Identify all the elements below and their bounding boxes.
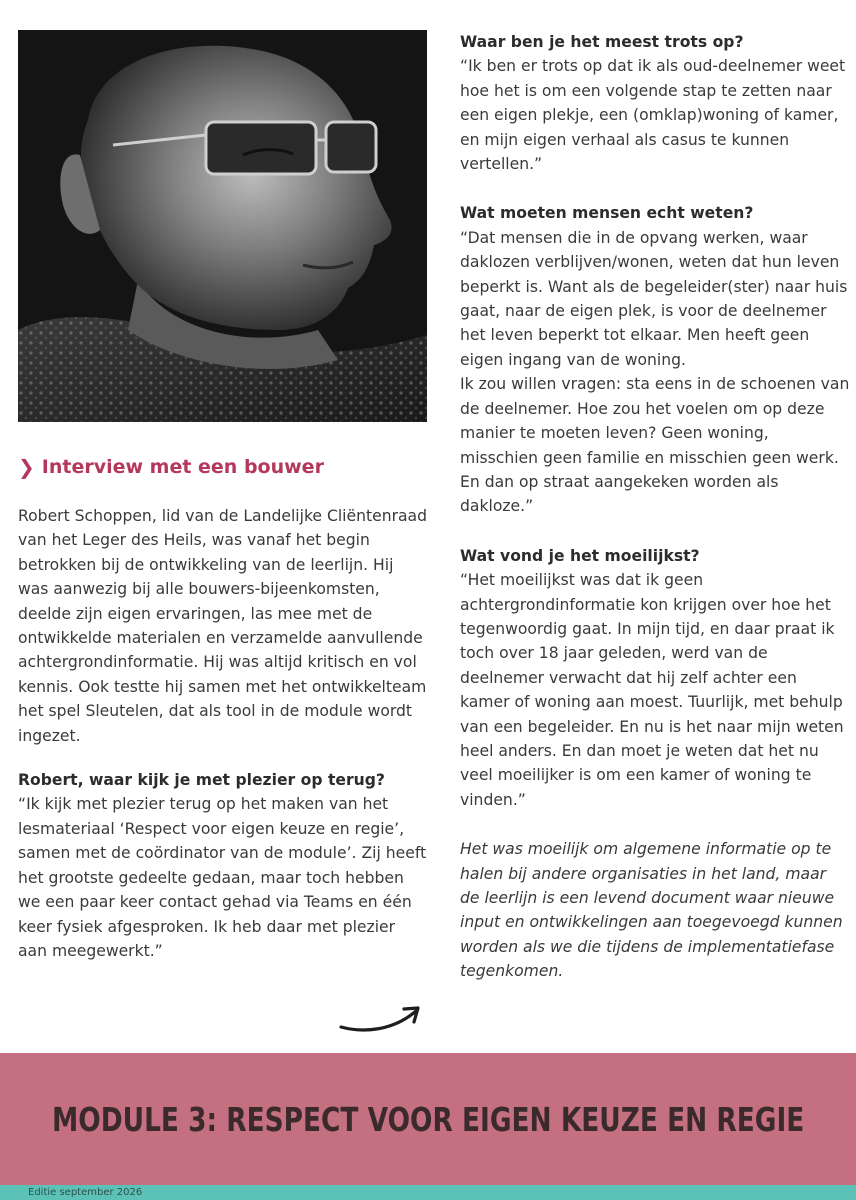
qa-block <box>460 30 850 176</box>
question-heading: Wat moeten mensen echt weten? <box>460 204 754 223</box>
question-heading: Waar ben je het meest trots op? <box>460 33 744 51</box>
curved-arrow-icon <box>338 1000 424 1034</box>
left-column <box>18 452 428 963</box>
module-banner <box>0 1053 856 1185</box>
chevron-right-icon: ❯ <box>18 455 35 479</box>
answer-text: “Dat mensen die in de opvang werken, waar daklozen verblijven/wonen, weten dat hun leven beperkt is. Want als de begeleider(ster) naar huis gaat, naar de eigen plek, is voor de deelnemer het leven beperkt tot elkaar. Men heeft geen eigen ingang van de woning. <box>460 228 848 369</box>
footer-strip <box>0 1185 856 1200</box>
answer-text-continued: Ik zou willen vragen: sta eens in de schoenen van de deelnemer. Hoe zou het voelen om op deze manier te moeten leven? Geen woning, misschien geen familie en misschien geen werk. En dan op straat aangekeken worden als dakloze.” <box>460 375 850 516</box>
qa-block <box>460 544 850 812</box>
question-heading: Robert, waar kijk je met plezier op terug? <box>18 771 385 790</box>
section-heading <box>18 452 428 482</box>
answer-text: “Ik kijk met plezier terug op het maken van het lesmateriaal ‘Respect voor eigen keuze en regie’, samen met de coördinator van de module’. Zij heeft het grootste gedeelte gedaan, maar toch hebben we een paar keer contact gehad via Teams en één keer fysiek afgesproken. Ik heb daar met plezier aan meegewerkt.” <box>18 795 427 960</box>
portrait-illustration <box>18 30 427 422</box>
portrait-photo <box>18 30 427 422</box>
edition-label: Editie september 2026 <box>28 1187 143 1198</box>
answer-text: “Ik ben er trots op dat ik als oud-deelnemer weet hoe het is om een volgende stap te zetten naar een eigen plekje, een (omklap)woning of kamer, en mijn eigen verhaal als casus te kunnen vertellen.” <box>460 57 846 174</box>
qa-block <box>18 768 428 963</box>
banner-title: MODULE 3: RESPECT VOOR EIGEN KEUZE EN REGIE <box>51 1099 805 1139</box>
section-heading-text: Interview met een bouwer <box>41 456 324 478</box>
question-heading: Wat vond je het moeilijkst? <box>460 546 700 565</box>
right-column <box>460 30 850 984</box>
closing-note: Het was moeilijk om algemene informatie op te halen bij andere organisaties in het land, maar de leerlijn is een levend document waar nieuwe input en ontwikkelingen aan toegevoegd kunnen worden als we die tijdens de implementatiefase tegenkomen. <box>460 840 843 981</box>
qa-block <box>460 201 850 518</box>
answer-text: “Het moeilijkst was dat ik geen achtergrondinformatie kon krijgen over hoe het tegenwoordig gaat. In mijn tijd, en daar praat ik toch over 18 jaar geleden, werd van de deelnemer verwacht dat hij zelf achter een kamer of woning aan moest. Tuurlijk, met behulp van een begeleider. En nu is het naar mijn weten heel anders. En dan moet je weten dat het nu veel moeilijker is om een kamer of woning te vinden.” <box>460 571 844 809</box>
intro-paragraph: Robert Schoppen, lid van de Landelijke Cliëntenraad van het Leger des Heils, was vanaf het begin betrokken bij de ontwikkeling van de leerlijn. Hij was aanwezig bij alle bouwers-bijeenkomsten, deelde zijn eigen ervaringen, las mee met de ontwikkelde materialen en verzamelde aanvullende achtergrondinformatie. Hij was altijd kritisch en vol kennis. Ook testte hij samen met het ontwikkelteam het spel Sleutelen, dat als tool in de module wordt ingezet. <box>18 507 428 745</box>
